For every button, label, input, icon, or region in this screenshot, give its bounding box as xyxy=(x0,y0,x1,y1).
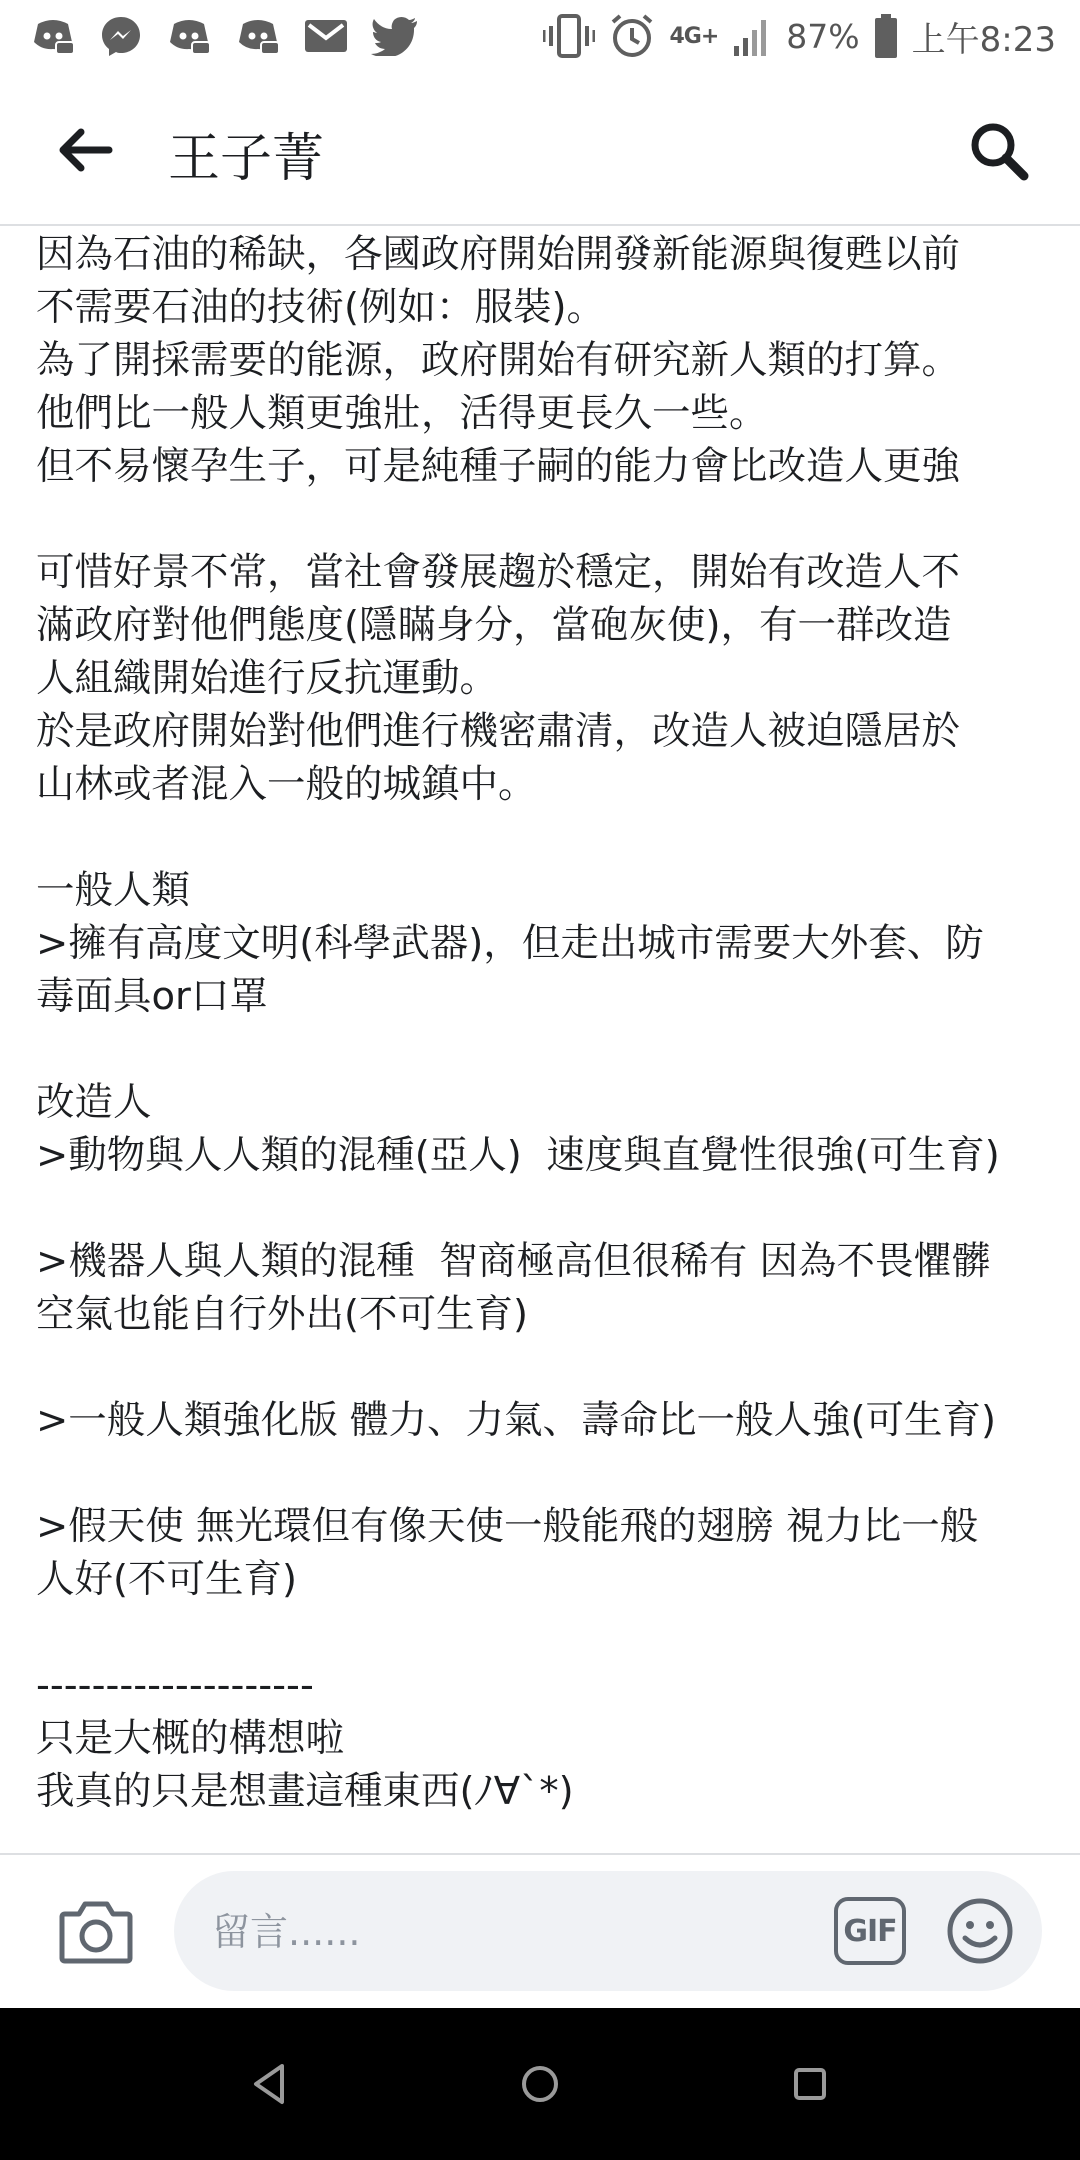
alarm-icon xyxy=(609,12,655,60)
post-line: 因為石油的稀缺，各國政府開始開發新能源與復甦以前 xyxy=(36,232,961,277)
post-line: 人組織開始進行反抗運動。 xyxy=(36,656,499,701)
emoji-button[interactable] xyxy=(942,1893,1018,1969)
paragraph-gap xyxy=(36,493,1046,546)
post-line: 但不易懷孕生子，可是純種子嗣的能力會比改造人更強 xyxy=(36,444,961,489)
post-line: 空氣也能自行外出(不可生育) xyxy=(36,1292,529,1337)
clock: 上午8:23 xyxy=(911,19,1056,60)
battery-icon xyxy=(874,12,898,60)
post-line: 為了開採需要的能源，政府開始有研究新人類的打算。 xyxy=(36,338,961,383)
paragraph-gap xyxy=(36,1023,1046,1076)
post-line: >擁有高度文明(科學武器)，但走出城市需要大外套、防 xyxy=(36,921,984,966)
gif-button[interactable]: GIF xyxy=(834,1897,906,1965)
comment-composer xyxy=(0,1855,1080,2007)
signal-icon xyxy=(732,12,772,60)
system-status xyxy=(543,12,1056,61)
notification-icons xyxy=(30,12,419,60)
post-line: >機器人與人類的混種 智商極高但很稀有 因為不畏懼髒 xyxy=(36,1239,991,1284)
post-line: 人好(不可生育) xyxy=(36,1557,298,1602)
discord-icon xyxy=(235,12,281,60)
messenger-icon xyxy=(99,12,143,60)
post-line: 山林或者混入一般的城鎮中。 xyxy=(36,762,537,807)
nav-back-button[interactable] xyxy=(240,2054,300,2114)
post-line: 滿政府對他們態度(隱瞞身分，當砲灰使)，有一群改造 xyxy=(36,603,952,648)
discord-icon xyxy=(166,12,212,60)
status-bar xyxy=(0,0,1080,72)
post-line: 只是大概的構想啦 xyxy=(36,1716,345,1761)
twitter-icon xyxy=(371,12,419,60)
app-bar xyxy=(0,72,1080,226)
network-4g-icon: 4G+ xyxy=(669,23,719,49)
post-line: >一般人類強化版 體力、力氣、壽命比一般人強(可生育) xyxy=(36,1398,997,1443)
post-line: 我真的只是想畫這種東西(ﾉ∀`*) xyxy=(36,1769,574,1814)
comment-box xyxy=(174,1871,1042,1991)
paragraph-gap xyxy=(36,1341,1046,1394)
post-line: 改造人 xyxy=(36,1080,152,1125)
post-line: 不需要石油的技術(例如：服裝)。 xyxy=(36,285,606,330)
post-line: >假天使 無光環但有像天使一般能飛的翅膀 視力比一般 xyxy=(36,1504,979,1549)
home-circle-icon xyxy=(518,2062,562,2106)
nav-recents-button[interactable] xyxy=(780,2054,840,2114)
discord-icon xyxy=(30,12,76,60)
camera-icon xyxy=(59,1898,133,1964)
post-line: 可惜好景不常，當社會發展趨於穩定，開始有改造人不 xyxy=(36,550,961,595)
paragraph-gap xyxy=(36,1606,1046,1659)
paragraph-gap xyxy=(36,811,1046,864)
post-line: >動物與人人類的混種(亞人) 速度與直覺性很強(可生育) xyxy=(36,1133,1000,1178)
smiley-icon xyxy=(945,1896,1015,1966)
post-line: 毒面具or口罩 xyxy=(36,974,268,1019)
recents-square-icon xyxy=(790,2064,830,2104)
comment-input[interactable] xyxy=(210,1901,774,1963)
system-nav-bar xyxy=(0,2008,1080,2160)
battery-percent: 87% xyxy=(786,16,860,56)
post-line: -------------------- xyxy=(36,1663,314,1708)
vibrate-icon xyxy=(543,12,595,60)
search-icon xyxy=(968,120,1030,182)
camera-button[interactable] xyxy=(58,1895,134,1967)
nav-home-button[interactable] xyxy=(510,2054,570,2114)
back-triangle-icon xyxy=(250,2062,290,2106)
search-button[interactable] xyxy=(964,116,1034,186)
post-line: 於是政府開始對他們進行機密肅清，改造人被迫隱居於 xyxy=(36,709,961,754)
arrow-left-icon xyxy=(57,128,113,172)
page-title: 王子菁 xyxy=(168,129,325,189)
post-body xyxy=(36,228,1046,1853)
post-line: 他們比一般人類更強壯，活得更長久一些。 xyxy=(36,391,768,436)
paragraph-gap xyxy=(36,1182,1046,1235)
paragraph-gap xyxy=(36,1447,1046,1500)
back-button[interactable] xyxy=(50,120,120,180)
post-line: 一般人類 xyxy=(36,868,191,913)
gmail-icon xyxy=(304,12,348,60)
